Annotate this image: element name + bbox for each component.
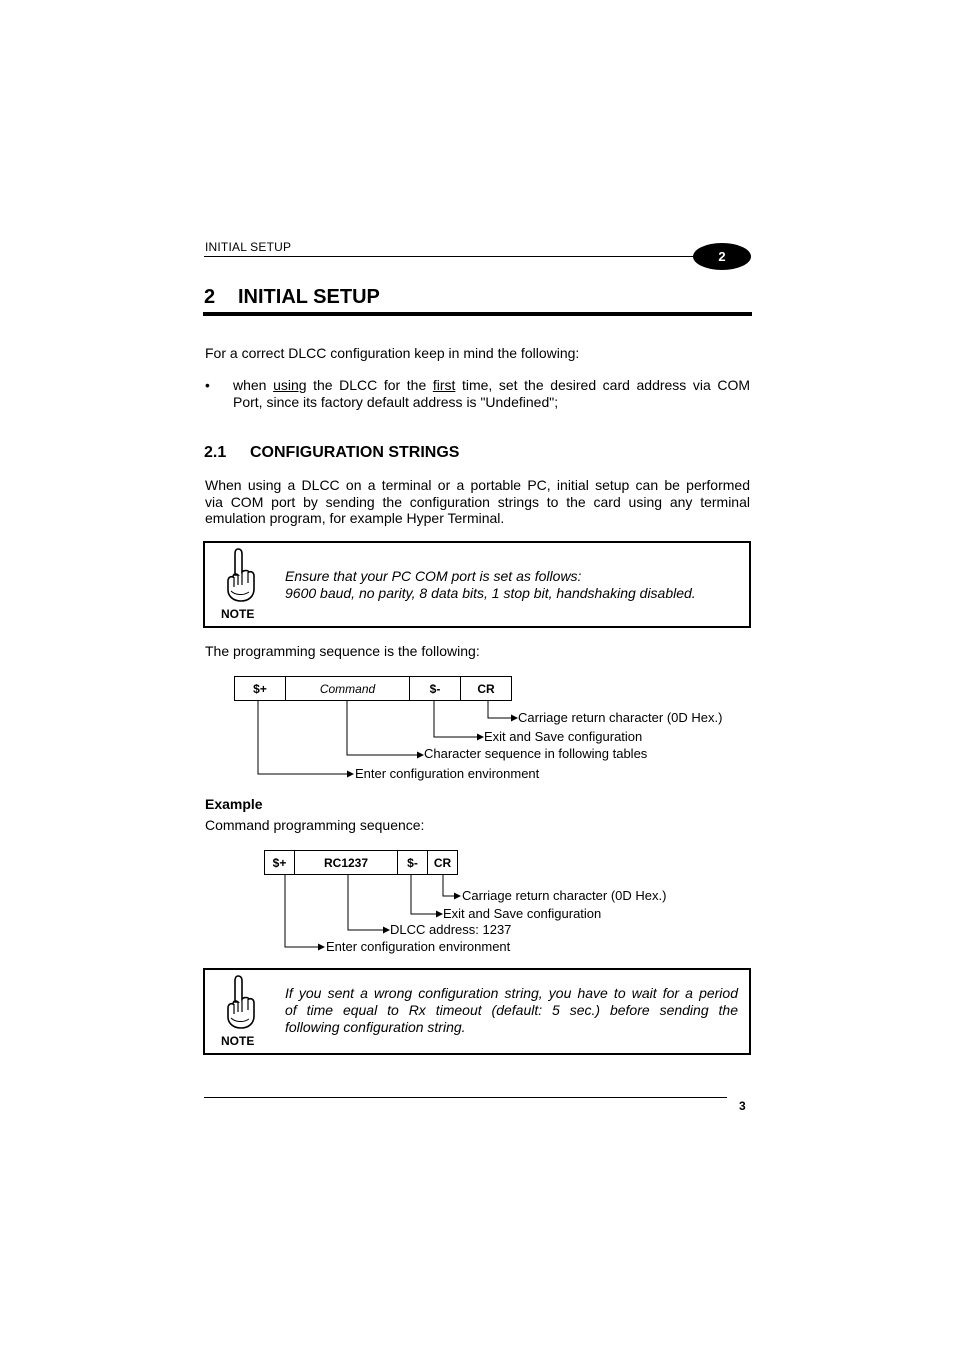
note-text-line-2: of time equal to Rx timeout (default: 5 sec.) before sending the — [285, 1002, 738, 1018]
chapter-badge: 2 — [693, 243, 751, 270]
cell-command: Command — [285, 676, 410, 701]
section-body-line-2: via COM port by sending the configuration strings to the card using any terminal — [205, 494, 750, 510]
cell-cr: CR — [427, 850, 458, 875]
section-body-line-1: When using a DLCC on a terminal or a portable PC, initial setup can be performed — [205, 477, 750, 493]
cell-start: $+ — [234, 676, 286, 701]
section-heading — [204, 444, 459, 462]
bullet-text-part: when — [233, 377, 274, 393]
bullet-text-part: the DLCC for the — [306, 377, 433, 393]
bullet-marker: • — [205, 377, 210, 393]
running-header: INITIAL SETUP — [205, 240, 292, 254]
example-intro: Command programming sequence: — [205, 817, 425, 833]
bullet-line-1 — [233, 377, 750, 394]
section-number: 2.1 — [204, 444, 227, 461]
note-label: NOTE — [221, 1034, 255, 1048]
page-number: 3 — [739, 1099, 746, 1113]
diagram-label-command: Character sequence in following tables — [424, 746, 648, 761]
example-label-start: Enter configuration environment — [326, 939, 511, 954]
cell-exit: $- — [409, 676, 461, 701]
diagram-label-cr: Carriage return character (0D Hex.) — [518, 710, 723, 725]
example-label-exit: Exit and Save configuration — [443, 906, 602, 921]
footer-rule — [204, 1097, 727, 1098]
note-label: NOTE — [221, 607, 255, 621]
diagram-label-start: Enter configuration environment — [355, 766, 540, 781]
header-rule — [204, 256, 700, 257]
cell-start: $+ — [264, 850, 295, 875]
chapter-heading — [204, 286, 380, 309]
note-text-line-1: If you sent a wrong configuration string, you have to wait for a period — [285, 985, 738, 1001]
note-text-line-2: 9600 baud, no parity, 8 data bits, 1 stop bit, handshaking disabled. — [285, 585, 696, 601]
section-body-line-3: emulation program, for example Hyper Terminal. — [205, 510, 505, 526]
chapter-rule — [203, 312, 752, 316]
bullet-line-2: Port, since its factory default address is "Undefined"; — [233, 394, 559, 410]
section-title: CONFIGURATION STRINGS — [250, 444, 460, 461]
intro-paragraph: For a correct DLCC configuration keep in mind the following: — [205, 345, 580, 361]
chapter-number: 2 — [204, 286, 216, 308]
cell-cr: CR — [460, 676, 512, 701]
chapter-title: INITIAL SETUP — [238, 286, 380, 308]
note-box-timeout — [203, 968, 751, 1055]
example-title: Example — [205, 796, 263, 812]
cell-exit: $- — [397, 850, 428, 875]
example-label-cr: Carriage return character (0D Hex.) — [462, 888, 667, 903]
cell-address: RC1237 — [294, 850, 398, 875]
note-text-line-3: following configuration string. — [285, 1019, 466, 1035]
pointing-hand-icon — [223, 974, 257, 1030]
bullet-text-part: time, set the desired card address via COM — [455, 377, 751, 393]
bullet-underlined-first: first — [432, 377, 456, 393]
example-label-address: DLCC address: 1237 — [390, 922, 512, 937]
bullet-underlined-using: using — [273, 377, 307, 393]
pointing-hand-icon — [223, 547, 257, 603]
diagram-label-exit: Exit and Save configuration — [484, 729, 643, 744]
sequence-intro: The programming sequence is the following: — [205, 643, 480, 659]
note-text-line-1: Ensure that your PC COM port is set as follows: — [285, 568, 582, 584]
note-box-com-settings — [203, 541, 751, 628]
